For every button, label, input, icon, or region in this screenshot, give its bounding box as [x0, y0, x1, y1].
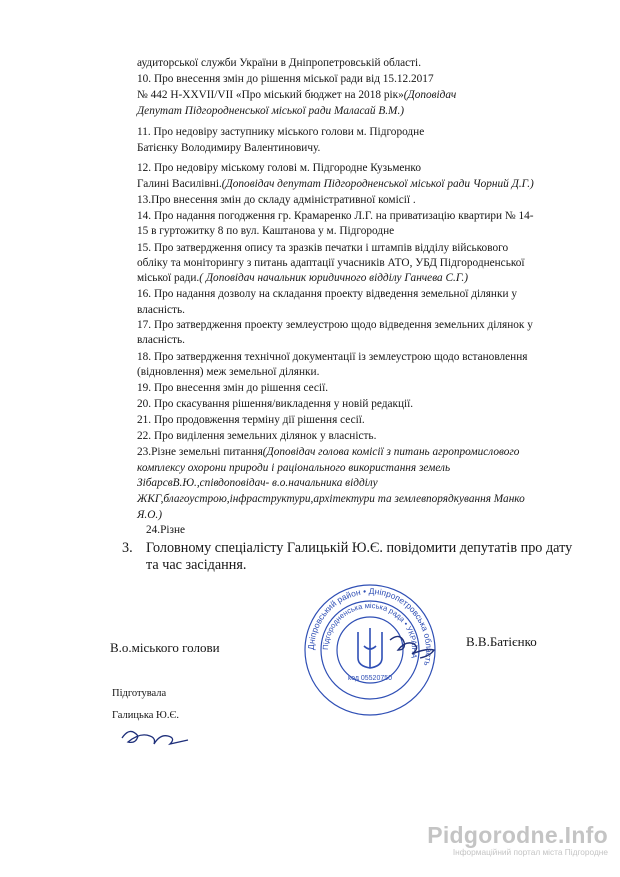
text-segment: міської ради. — [137, 272, 200, 284]
text-line: 20. Про скасування рішення/викладення у новій редакції. — [137, 398, 414, 410]
text-line — [137, 445, 519, 459]
official-seal — [290, 580, 450, 720]
text-line: 12. Про недовіру міському голові м. Підгородне Кузьменко — [137, 162, 421, 174]
text-line: 15. Про затвердження опису та зразків печатки і штампів відділу військового — [137, 242, 509, 254]
text-line: ЖКГ,благоустрою,інфраструктури,архітектури та землевпорядкування Манко — [137, 493, 525, 505]
signatory-title: В.о.міського голови — [110, 640, 220, 655]
text-line: 17. Про затвердження проекту землеустрою щодо відведення земельних ділянок у — [137, 319, 533, 331]
seal-outer-text: Дніпровський район • Дніпропетровська область — [305, 585, 435, 668]
text-line: 11. Про недовіру заступнику міського голови м. Підгородне — [137, 126, 425, 138]
item-number: 3. — [122, 540, 133, 556]
watermark-site-name: Pidgorodne.Info — [427, 822, 608, 848]
text-line — [137, 177, 534, 191]
seal-code: код 05520750 — [347, 675, 393, 682]
text-line: 18. Про затвердження технічної документації із землеустрою щодо встановлення — [137, 351, 528, 363]
text-line: власність. — [137, 304, 185, 316]
text-line: 24.Різне — [146, 524, 186, 536]
text-line: обліку та моніторингу з питань адаптації учасників АТО, УБД Підгородненської — [137, 257, 525, 269]
text-line: 21. Про продовження терміну дії рішення сесії. — [137, 414, 365, 426]
text-line: Батієнку Володимиру Валентиновичу. — [137, 142, 321, 154]
signatory-name: В.В.Батієнко — [466, 634, 537, 649]
text-segment-italic: (Доповідач — [403, 89, 457, 101]
text-line: ЗібарсвВ.Ю.,співдоповідач- в.о.начальника відділу — [137, 477, 378, 489]
text-line: Я.О.) — [137, 509, 162, 521]
text-line: (відновлення) меж земельної ділянки. — [137, 366, 320, 378]
text-line: 16. Про надання дозволу на складання проекту відведення земельної ділянки у — [137, 288, 517, 300]
prepared-label: Підготувала — [112, 688, 167, 699]
text-segment-italic: (Доповідач депутат Підгородненської міської ради Чорний Д.Г.) — [221, 178, 534, 190]
handwritten-initials-signature — [118, 722, 190, 746]
text-segment-italic: ( Доповідач начальник юридичного відділу Ганчева С.Г.) — [199, 272, 469, 284]
text-line: 19. Про внесення змін до рішення сесії. — [137, 382, 329, 394]
text-line: аудиторської служби України в Дніпропетровській області. — [137, 57, 422, 69]
text-segment: 23.Різне земельні питання — [137, 446, 263, 458]
trident-emblem-icon — [358, 628, 382, 668]
text-line — [137, 88, 456, 102]
text-line: Депутат Підгородненської міської ради Малaсай В.М.) — [137, 105, 405, 117]
watermark-tagline: Інформаційний портал міста Підгородне — [452, 847, 608, 857]
text-line: 22. Про виділення земельних ділянок у власність. — [137, 430, 377, 442]
site-watermark — [427, 822, 608, 857]
text-line: 14. Про надання погодження гр. Крамаренко Л.Г. на приватизацію квартири № 14- — [137, 210, 534, 222]
text-segment: № 442 Н-ХХVII/VII «Про міський бюджет на 2018 рік» — [137, 89, 404, 101]
text-segment: Галині Василівні. — [137, 178, 222, 190]
text-line — [137, 271, 468, 285]
seal-inner-text: Підгородненська міська рада • УКРАЇНА — [320, 600, 420, 659]
item-text-line: Головному спеціалісту Галицькій Ю.Є. повідомити депутатів про дату — [146, 540, 573, 556]
text-line: комплексу охорони природи і раціонального використання земель — [137, 462, 451, 474]
text-line: власність. — [137, 334, 185, 346]
text-line: 10. Про внесення змін до рішення міської ради від 15.12.2017 — [137, 73, 434, 85]
text-line: 13.Про внесення змін до складу адміністративної комісії . — [137, 194, 416, 206]
text-segment-italic: (Доповідач голова комісії з питань агропромислового — [262, 446, 520, 458]
item-text-line: та час засідання. — [146, 557, 247, 573]
prepared-name: Галицька Ю.Є. — [112, 710, 180, 721]
text-line: 15 в гуртожитку 8 по вул. Каштанова у м. Підгородне — [137, 225, 395, 237]
